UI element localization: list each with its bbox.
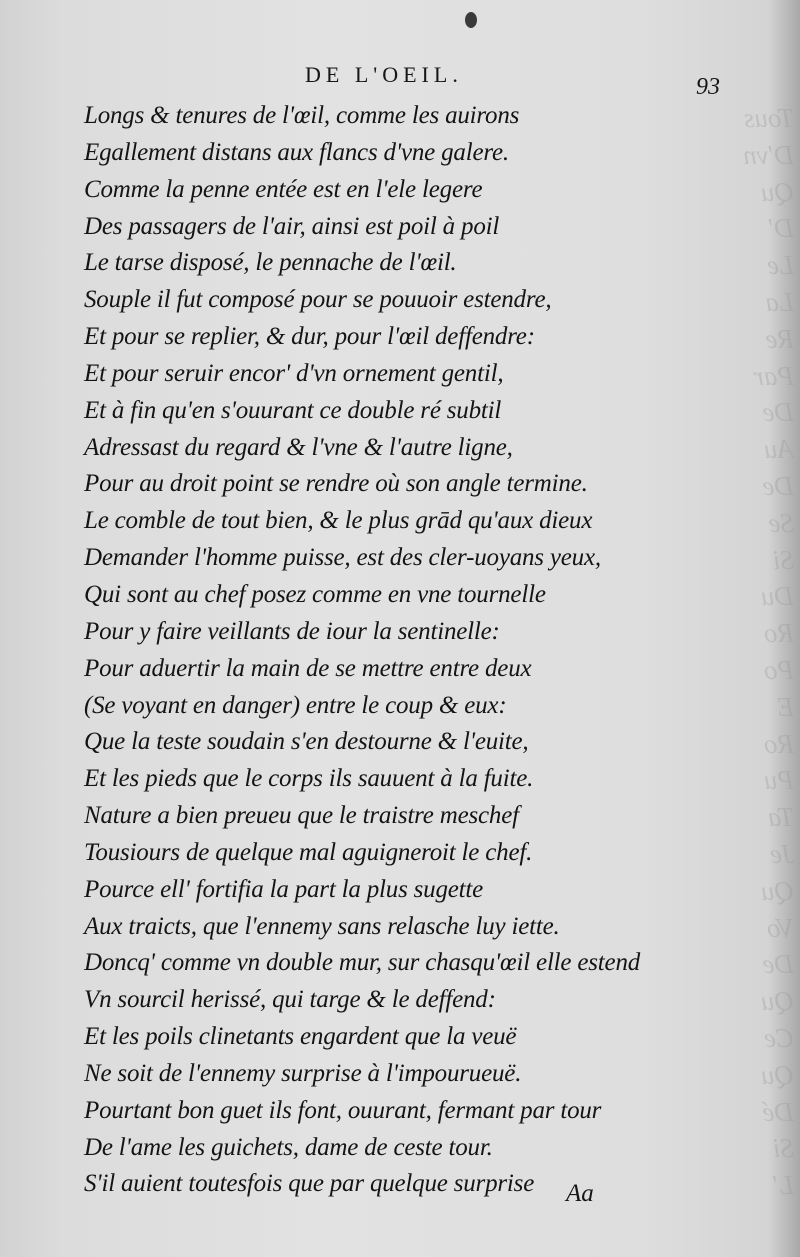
verse-line: Le tarse disposé, le pennache de l'œil. (84, 249, 457, 277)
verse-line: Et les poils clinetants engardent que la veuë (84, 1023, 517, 1051)
verse-line: Et pour se replier, & dur, pour l'œil deffendre: (84, 323, 535, 351)
verse-line: (Se voyant en danger) entre le coup & eux: (84, 691, 507, 719)
verse-line: Souple il fut composé pour se pouuoir estendre, (84, 286, 552, 314)
verse-line: Pour y faire veillants de iour la sentinelle: (84, 617, 500, 645)
verse-line: Comme la penne entée est en l'ele legere (84, 175, 483, 203)
verse-line: Ne soit de l'ennemy surprise à l'impourueuë. (84, 1059, 522, 1087)
verse-line: Et les pieds que le corps ils sauuent à la fuite. (84, 765, 534, 793)
ornament-dot (465, 12, 477, 28)
verse-line: Qui sont au chef posez comme en vne tournelle (84, 580, 546, 608)
verse-line: Longs & tenures de l'œil, comme les auirons (84, 102, 520, 129)
page-number: 93 (696, 74, 720, 100)
verse-line: Pour aduertir la main de se mettre entre deux (84, 654, 532, 682)
verse-line: Pourtant bon guet ils font, ouurant, fermant par tour (84, 1096, 602, 1124)
verse-line: De l'ame les guichets, dame de ceste tour. (84, 1133, 493, 1161)
verse-line: S'il auient toutesfois que par quelque surprise (84, 1170, 535, 1198)
verse-line: Et pour seruir encor' d'vn ornement gentil, (84, 359, 504, 387)
running-head: DE L'OEIL. (305, 62, 463, 87)
verse-line: Que la teste soudain s'en destourne & l'euite, (84, 728, 529, 756)
verse-line: Vn sourcil herissé, qui targe & le deffend: (84, 986, 496, 1014)
signature-mark: Aa (566, 1180, 594, 1207)
verse-line: Pource ell' fortifia la part la plus sugette (84, 875, 484, 903)
poem-text (84, 98, 684, 1203)
verse-line: Egallement distans aux flancs d'vne galere. (84, 138, 509, 166)
verse-line: Pour au droit point se rendre où son angle termine. (84, 470, 588, 498)
verse-line: Le comble de tout bien, & le plus grād qu'aux dieux (84, 507, 593, 535)
verse-line: Adressast du regard & l'vne & l'autre ligne, (84, 433, 513, 461)
verse-line: Et à fin qu'en s'ouurant ce double ré subtil (84, 396, 502, 424)
verse-line: Des passagers de l'air, ainsi est poil à poil (84, 212, 500, 240)
verse-line: Demander l'homme puisse, est des cler-uoyans yeux, (84, 544, 601, 572)
verse-line: Nature a bien preueu que le traistre meschef (84, 802, 519, 830)
verse-line: Doncq' comme vn double mur, sur chasqu'œil elle estend (84, 949, 641, 977)
verse-line: Tousiours de quelque mal aguigneroit le chef. (84, 838, 533, 866)
show-through-text: Tous D'vn Qu D' Le La Re Par De Au De Se Si Du Ro Po E Ro Pu Ta Je Qu Vo De Qu Ce Qu Dé Si L' (743, 103, 794, 1201)
verse-line: Aux traicts, que l'ennemy sans relasche luy iette. (84, 912, 560, 940)
